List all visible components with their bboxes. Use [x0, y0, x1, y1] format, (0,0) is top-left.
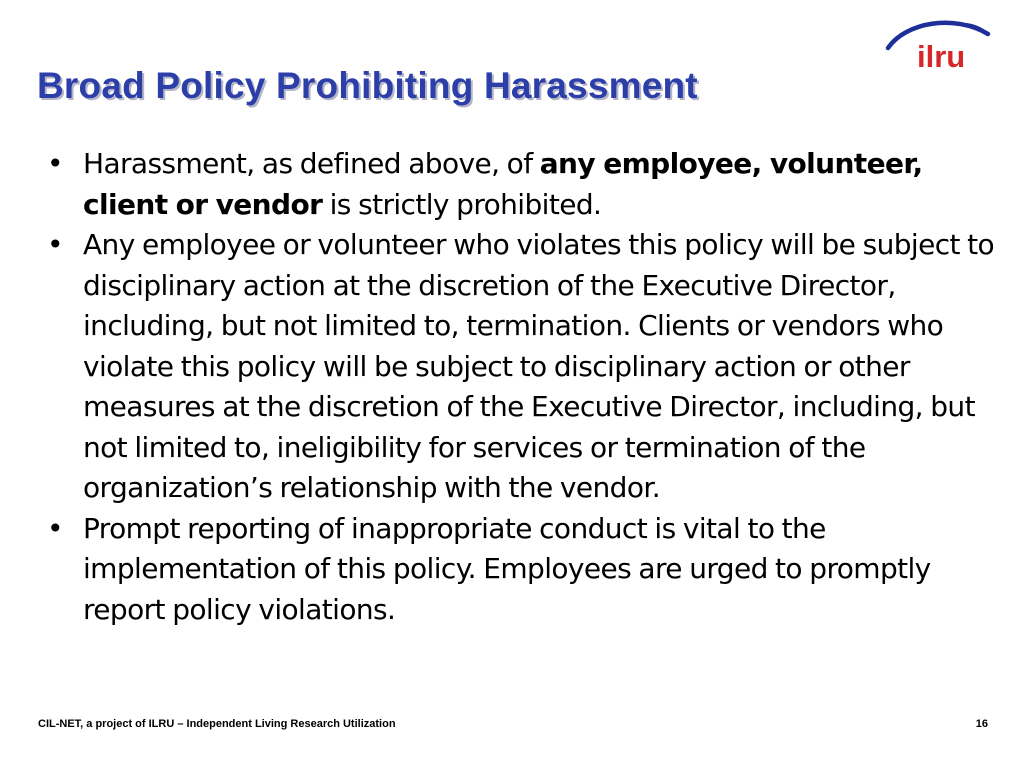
bullet-text: Harassment, as defined above, of — [83, 147, 540, 180]
footer-text: CIL-NET, a project of ILRU – Independent Living Research Utilization — [38, 718, 396, 730]
bullet-item — [45, 509, 1005, 631]
bullet-marker: • — [47, 147, 63, 180]
bullet-marker: • — [47, 228, 63, 261]
slide-title: Broad Policy Prohibiting Harassment — [37, 65, 698, 106]
ilru-logo — [884, 14, 994, 76]
bullet-item — [45, 144, 1005, 225]
bullet-text-bold: any employee, volunteer, client or vendor — [83, 147, 923, 221]
bullet-text: is strictly prohibited. — [322, 187, 602, 221]
ilru-logo-icon — [884, 14, 994, 76]
bullet-list — [45, 144, 1005, 630]
bullet-marker: • — [47, 511, 63, 545]
logo-text: ilru — [917, 39, 966, 74]
page-number: 16 — [975, 718, 988, 730]
bullet-item — [45, 225, 1005, 509]
bullet-text: Prompt reporting of inappropriate conduct is vital to the implementation of this policy. Employees are urged to promptly report policy violations. — [83, 511, 931, 626]
bullet-text: Any employee or volunteer who violates this policy will be subject to disciplinary action at the discretion of the Executive Director, including, but not limited to, termination. Clients or vendors who violate this policy will be subject to disciplinary action or other measures at the discretion of the Executive Director, including, but not limited to, ineligibility for services or termination of the organization’s relationship with the vendor. — [83, 228, 995, 504]
